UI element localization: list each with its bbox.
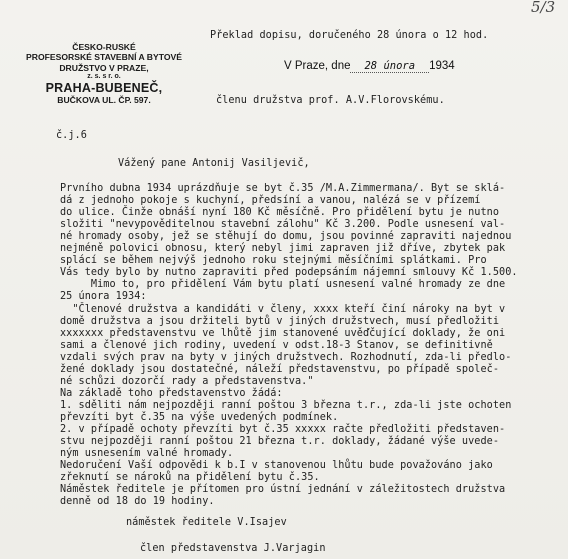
letterhead-city: PRAHA-BUBENEČ, bbox=[45, 80, 163, 95]
body-line: ným usnesením valné hromady. bbox=[60, 448, 234, 460]
signature-deputy-director: náměstek ředitele V.Isajev bbox=[126, 517, 287, 528]
letterhead-line3: DRUŽSTVO V PRAZE, bbox=[59, 62, 149, 73]
translation-note: Překlad dopisu, doručeného 28 února o 12 hod. bbox=[210, 30, 489, 41]
date-year: 1934 bbox=[429, 60, 455, 72]
body-line: né hromady osoby, jež se stěhují do domu, jsou povinné zapraviti najednou bbox=[60, 231, 512, 243]
body-line: 1. sděliti nám nejpozději ranní poštou 3 března t.r., zda-li jste ochoten bbox=[60, 399, 512, 411]
body-line: né schůzi dozorčí rady a představenstva." bbox=[60, 375, 314, 387]
body-line: složiti "nevypověditelnou stavební zálohu" Kč 3.200. Podle usnesení val- bbox=[60, 219, 506, 231]
body-line: 2. v případě ochoty převzíti byt č.35 xxxxx račte předložiti představen- bbox=[60, 424, 506, 435]
date-line bbox=[284, 60, 455, 72]
body-line: Prvního dubna 1934 uprázdňuje se byt č.35 /M.A.Zimmermana/. Byt se sklá- bbox=[60, 183, 506, 194]
body-line: převzíti byt č.35 na výše uvedených podmínek. bbox=[60, 411, 339, 423]
body-line: Vás tedy bylo by nutno zapraviti před podepsáním nájemní smlouvy Kč 1.500. bbox=[60, 267, 518, 279]
letterhead bbox=[18, 42, 190, 105]
body-line: denně od 18 do 19 hodiny. bbox=[60, 496, 215, 508]
letterhead-line1: ČESKO-RUSKÉ bbox=[72, 42, 136, 52]
date-place: V Praze, dne bbox=[284, 60, 351, 72]
reference-number: č.j.6 bbox=[56, 130, 87, 141]
body-line: žené doklady jsou dostatečné, náleží představenstvu, po případě společ- bbox=[60, 363, 500, 375]
margin-marks: 5/3 bbox=[531, 0, 556, 16]
body-line: nejméně polovici obnosu, který nebyl jimi zapraven již dříve, zbytek pak bbox=[60, 243, 506, 255]
salutation: Vážený pane Antonij Vasiljevič, bbox=[118, 158, 310, 169]
body-line: zřeknutí se nároků na přidělení bytu č.35. bbox=[60, 472, 320, 484]
body-line: do ulice. Činže obnáší nyní 180 Kč měsíčně. Pro přidělení bytu je nutno bbox=[60, 207, 500, 219]
body-line: domě družstva a jsou držiteli bytů v jiných družstvech, musí předložiti bbox=[60, 315, 500, 327]
body-line: dá z jednoho pokoje s kuchyní, předsíní a vanou, nalézá se v přízemí bbox=[60, 195, 481, 207]
date-day-month: 28 února bbox=[350, 60, 429, 73]
letterhead-line4: z. s. s r. o. bbox=[87, 72, 121, 80]
body-line: xxxxxxx představenstvu ve lhůtě jim stanovené uvěďčující doklady, že oni bbox=[60, 327, 506, 339]
recipient: členu družstva prof. A.V.Florovskému. bbox=[216, 95, 445, 106]
body-line: Na základě toho představenstvo žádá: bbox=[60, 387, 283, 399]
body-line: "Členové družstva a kandidáti v členy, xxxx kteří činí nároky na byt v bbox=[60, 303, 506, 315]
body-line: sami a členové jich rodiny, uvedení v odst.18-3 Stanov, se definitivně bbox=[60, 339, 493, 351]
body-line: stvu nejpozději ranní poštou 21 března t.r. doklady, žádané výše uvede- bbox=[60, 436, 500, 448]
body-line: vzdali svých prav na byty v jiných družstvech. Rozhodnutí, zda-li předlo- bbox=[60, 351, 512, 363]
body-line: 25 února 1934: bbox=[60, 291, 147, 303]
body-line: Mimo to, pro přidělení Vám bytu platí usnesení valné hromady ze dne bbox=[60, 279, 506, 291]
body-line: splácí se během nejvýš jednoho roku stejnými měsíčními splátkami. Pro bbox=[60, 255, 487, 267]
body-line: Nedoručení Vaší odpovědi k b.I v stanovenou lhůtu bude považováno jako bbox=[60, 460, 493, 472]
signature-board-member: člen představenstva J.Varjagin bbox=[140, 543, 326, 554]
letterhead-address: BUČKOVA UL. ČP. 597. bbox=[57, 94, 151, 105]
body-line: Náměstek ředitele je přítomen pro ústní jednání v záležitostech družstva bbox=[60, 484, 506, 496]
letterhead-line2: PROFESORSKÉ STAVEBNÍ A BYTOVÉ bbox=[26, 52, 182, 63]
